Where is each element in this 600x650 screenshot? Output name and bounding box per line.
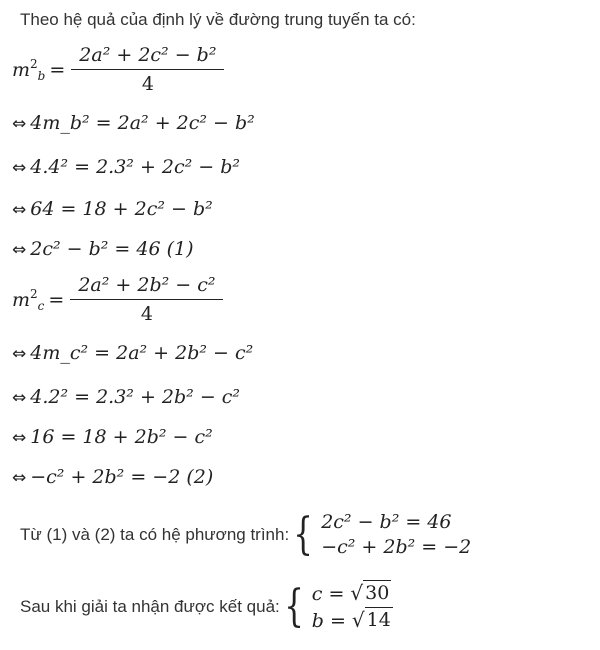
system-eq-1: 2c² − b² = 46 — [321, 511, 452, 533]
system-block — [20, 510, 471, 560]
equation-line: ⇔ 4.4² = 2.3² + 2c² − b² — [12, 156, 241, 178]
equation-line: ⇔ 2c² − b² = 46 (1) — [12, 238, 194, 260]
fraction-c-numerator: 2a² + 2b² − c² — [78, 274, 216, 296]
fraction-c-denominator: 4 — [70, 299, 223, 325]
equation-line: ⇔ 16 = 18 + 2b² − c² — [12, 426, 213, 448]
median-c-formula: $m^2_c$ = $\frac{\text{2a² + 2b² − c²}}{4}$ — [12, 274, 219, 325]
result-block — [20, 580, 393, 634]
equation-line: ⇔ 4.2² = 2.3² + 2b² − c² — [12, 386, 241, 408]
fraction-b-denominator: 4 — [71, 69, 224, 95]
median-b-formula: $m^2_b$ = $\frac{\text{2a² + 2c² − b²}}{4}$ — [12, 44, 220, 95]
result-line-c: c = √ 30 — [311, 581, 390, 605]
intro-text: Theo hệ quả của định lý về đường trung tuyến ta có: — [20, 10, 416, 29]
result-intro-text: Sau khi giải ta nhận được kết quả: — [20, 597, 280, 616]
equation-line: ⇔ 64 = 18 + 2c² − b² — [12, 198, 213, 220]
equation-line: ⇔ −c² + 2b² = −2 (2) — [12, 466, 214, 488]
result-line-b: b = √ 14 — [311, 608, 391, 632]
equation-line: ⇔ 4m_b² = 2a² + 2c² − b² — [12, 112, 255, 134]
fraction-b — [75, 44, 220, 95]
fraction-b-numerator: 2a² + 2c² − b² — [79, 44, 217, 66]
fraction-c — [74, 274, 219, 325]
system-intro-text: Từ (1) và (2) ta có hệ phương trình: — [20, 525, 290, 544]
equation-line: ⇔ 4m_c² = 2a² + 2b² − c² — [12, 342, 254, 364]
left-brace: { — [283, 581, 304, 632]
left-brace: { — [293, 509, 313, 560]
system-eq-2: −c² + 2b² = −2 — [321, 536, 472, 558]
